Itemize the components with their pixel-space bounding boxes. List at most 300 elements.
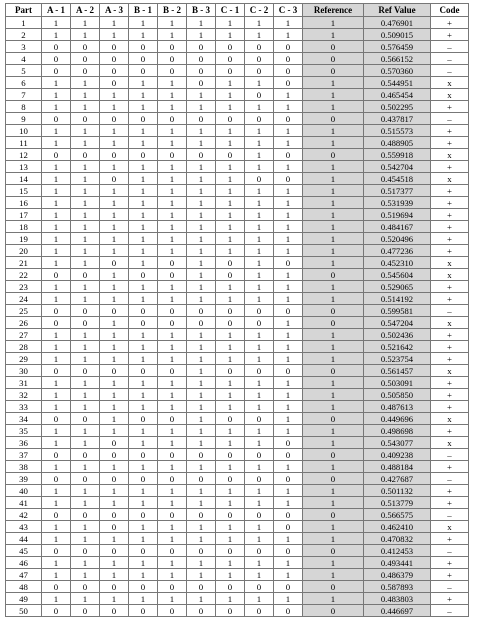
table-cell: 0 (100, 257, 129, 269)
table-cell: x (431, 521, 469, 533)
table-cell: 0 (216, 473, 245, 485)
table-cell: 1 (71, 401, 100, 413)
table-wrapper (5, 3, 469, 617)
table-cell: 1 (100, 101, 129, 113)
table-row (6, 485, 469, 497)
table-cell: 8 (6, 101, 42, 113)
table-cell: 1 (71, 557, 100, 569)
table-cell: 1 (158, 125, 187, 137)
table-cell: 1 (42, 341, 71, 353)
table-cell: 16 (6, 197, 42, 209)
table-cell: 0.412453 (364, 545, 431, 557)
table-cell: 1 (303, 245, 364, 257)
table-cell: – (431, 41, 469, 53)
table-cell: 0 (71, 581, 100, 593)
table-cell: 0.543077 (364, 437, 431, 449)
table-cell: 1 (100, 425, 129, 437)
table-cell: 1 (216, 437, 245, 449)
table-cell: 0 (245, 53, 274, 65)
table-cell: – (431, 305, 469, 317)
table-cell: 0 (129, 413, 158, 425)
table-cell: 1 (129, 77, 158, 89)
table-cell: 1 (216, 101, 245, 113)
table-cell: 0 (187, 149, 216, 161)
table-cell: 1 (187, 341, 216, 353)
table-cell: 1 (129, 233, 158, 245)
table-cell: 1 (42, 89, 71, 101)
table-cell: 0 (303, 413, 364, 425)
table-row (6, 557, 469, 569)
table-cell: 0 (100, 365, 129, 377)
table-cell: 0 (187, 305, 216, 317)
table-cell: 0.427687 (364, 473, 431, 485)
table-cell: 0.519694 (364, 209, 431, 221)
table-cell: 0 (274, 257, 303, 269)
table-cell: 1 (158, 533, 187, 545)
table-cell: 0 (100, 41, 129, 53)
table-cell: 0 (158, 269, 187, 281)
table-cell: 1 (187, 293, 216, 305)
table-cell: 0 (245, 173, 274, 185)
table-cell: 1 (274, 377, 303, 389)
table-row (6, 473, 469, 485)
table-cell: 1 (42, 125, 71, 137)
table-cell: 0.446697 (364, 605, 431, 617)
table-cell: 1 (187, 485, 216, 497)
table-cell: 1 (129, 341, 158, 353)
table-cell: + (431, 161, 469, 173)
table-cell: 0 (245, 581, 274, 593)
table-cell: 0.498698 (364, 425, 431, 437)
table-cell: 1 (158, 557, 187, 569)
table-cell: 1 (187, 521, 216, 533)
table-cell: 1 (158, 221, 187, 233)
table-cell: 1 (187, 233, 216, 245)
table-cell: 1 (42, 29, 71, 41)
table-cell: 1 (158, 281, 187, 293)
table-cell: 1 (274, 497, 303, 509)
table-cell: 0 (245, 65, 274, 77)
table-row (6, 353, 469, 365)
table-cell: 0 (187, 41, 216, 53)
table-row (6, 449, 469, 461)
table-row (6, 221, 469, 233)
table-cell: 0 (274, 545, 303, 557)
table-cell: 1 (100, 353, 129, 365)
table-cell: 0 (42, 41, 71, 53)
table-cell: 1 (216, 293, 245, 305)
table-cell: 1 (42, 77, 71, 89)
table-cell: 1 (100, 281, 129, 293)
table-row (6, 533, 469, 545)
table-cell: 1 (303, 329, 364, 341)
table-cell: x (431, 269, 469, 281)
table-cell: 0 (303, 581, 364, 593)
table-cell: 0 (274, 581, 303, 593)
table-cell: 1 (71, 17, 100, 29)
table-cell: 1 (274, 221, 303, 233)
table-cell: – (431, 509, 469, 521)
table-row (6, 149, 469, 161)
table-cell: 1 (129, 569, 158, 581)
table-cell: 0 (245, 317, 274, 329)
table-cell: 1 (187, 101, 216, 113)
table-cell: 0 (245, 449, 274, 461)
table-cell: 1 (100, 413, 129, 425)
table-cell: 0.561457 (364, 365, 431, 377)
table-cell: 1 (71, 173, 100, 185)
table-cell: 1 (303, 521, 364, 533)
table-cell: 1 (187, 569, 216, 581)
table-cell: 0.477236 (364, 245, 431, 257)
table-cell: 1 (216, 521, 245, 533)
table-cell: 1 (42, 209, 71, 221)
table-cell: 0 (187, 581, 216, 593)
table-cell: 1 (71, 425, 100, 437)
table-cell: 0 (71, 473, 100, 485)
table-cell: 49 (6, 593, 42, 605)
table-cell: 19 (6, 233, 42, 245)
table-cell: 0 (187, 509, 216, 521)
table-cell: 28 (6, 341, 42, 353)
table-cell: 1 (303, 29, 364, 41)
table-cell: 1 (245, 209, 274, 221)
table-cell: 45 (6, 545, 42, 557)
table-cell: 0.502295 (364, 101, 431, 113)
table-cell: 1 (129, 401, 158, 413)
table-cell: 0.599581 (364, 305, 431, 317)
table-cell: 0 (129, 473, 158, 485)
table-cell: 1 (187, 197, 216, 209)
table-cell: 1 (42, 377, 71, 389)
table-cell: 0 (71, 305, 100, 317)
table-cell: 0 (245, 113, 274, 125)
table-cell: 0 (216, 365, 245, 377)
table-row (6, 137, 469, 149)
table-cell: 1 (245, 185, 274, 197)
table-cell: 1 (187, 497, 216, 509)
table-cell: 0 (303, 41, 364, 53)
table-cell: 0 (129, 365, 158, 377)
table-cell: 9 (6, 113, 42, 125)
table-cell: 1 (245, 389, 274, 401)
table-row (6, 497, 469, 509)
table-cell: 1 (129, 521, 158, 533)
table-cell: 1 (187, 29, 216, 41)
table-cell: 1 (42, 281, 71, 293)
table-cell: 1 (245, 245, 274, 257)
table-cell: 0 (71, 113, 100, 125)
table-cell: 1 (100, 497, 129, 509)
table-cell: 1 (158, 569, 187, 581)
table-cell: 0 (158, 581, 187, 593)
table-cell: 0 (303, 65, 364, 77)
table-cell: 1 (245, 341, 274, 353)
table-cell: 1 (158, 593, 187, 605)
table-cell: 39 (6, 473, 42, 485)
table-cell: 1 (303, 161, 364, 173)
table-cell: 1 (71, 497, 100, 509)
table-cell: 0 (158, 149, 187, 161)
table-body (6, 17, 469, 617)
table-cell: 12 (6, 149, 42, 161)
table-cell: 1 (100, 89, 129, 101)
table-cell: 0 (42, 269, 71, 281)
table-cell: 1 (71, 101, 100, 113)
table-cell: 1 (100, 17, 129, 29)
table-cell: 0.488905 (364, 137, 431, 149)
table-cell: 1 (42, 257, 71, 269)
table-cell: 0 (216, 449, 245, 461)
table-cell: 1 (187, 401, 216, 413)
table-cell: 1 (216, 329, 245, 341)
table-cell: 1 (42, 389, 71, 401)
table-cell: 0.483803 (364, 593, 431, 605)
table-cell: 1 (187, 377, 216, 389)
table-cell: 1 (187, 353, 216, 365)
table-cell: 1 (71, 89, 100, 101)
table-cell: 0 (71, 449, 100, 461)
table-cell: 0 (71, 65, 100, 77)
table-cell: x (431, 365, 469, 377)
table-cell: + (431, 389, 469, 401)
table-cell: 1 (187, 281, 216, 293)
table-cell: 0 (129, 149, 158, 161)
table-row (6, 593, 469, 605)
table-cell: 0.521642 (364, 341, 431, 353)
table-cell: 1 (216, 17, 245, 29)
table-cell: 0.576459 (364, 41, 431, 53)
table-cell: 0 (158, 449, 187, 461)
table-cell: 1 (100, 329, 129, 341)
table-cell: 0 (42, 113, 71, 125)
table-cell: + (431, 197, 469, 209)
table-cell: 1 (187, 17, 216, 29)
column-header: C - 3 (274, 4, 303, 17)
table-cell: 1 (158, 329, 187, 341)
table-cell: 0 (274, 53, 303, 65)
table-cell: 1 (303, 233, 364, 245)
table-cell: 1 (71, 329, 100, 341)
table-cell: 0 (129, 269, 158, 281)
table-cell: 1 (129, 389, 158, 401)
table-cell: 0 (158, 65, 187, 77)
table-cell: 1 (129, 17, 158, 29)
table-cell: 0 (216, 149, 245, 161)
table-cell: 1 (216, 341, 245, 353)
table-cell: 1 (274, 293, 303, 305)
table-cell: 0 (71, 317, 100, 329)
table-cell: 1 (100, 209, 129, 221)
table-cell: 0 (100, 521, 129, 533)
table-row (6, 329, 469, 341)
table-cell: 0 (158, 305, 187, 317)
table-cell: 0 (216, 305, 245, 317)
table-cell: 1 (71, 245, 100, 257)
table-cell: 1 (274, 485, 303, 497)
table-row (6, 413, 469, 425)
table-cell: – (431, 605, 469, 617)
column-header: Part (6, 4, 42, 17)
table-cell: + (431, 557, 469, 569)
table-cell: 1 (245, 485, 274, 497)
table-cell: 1 (303, 437, 364, 449)
table-cell: 0 (274, 65, 303, 77)
table-cell: 1 (245, 521, 274, 533)
table-cell: 1 (129, 533, 158, 545)
table-cell: 1 (216, 77, 245, 89)
table-cell: 0 (245, 473, 274, 485)
table-cell: 1 (42, 569, 71, 581)
table-cell: 0 (71, 41, 100, 53)
table-cell: 0 (245, 605, 274, 617)
table-cell: 0.437817 (364, 113, 431, 125)
table-cell: 1 (274, 317, 303, 329)
table-row (6, 377, 469, 389)
table-cell: 1 (274, 89, 303, 101)
table-row (6, 269, 469, 281)
table-cell: 1 (158, 29, 187, 41)
table-cell: 0 (216, 545, 245, 557)
table-cell: 1 (129, 245, 158, 257)
table-cell: 0.520496 (364, 233, 431, 245)
table-cell: 1 (71, 233, 100, 245)
table-cell: 1 (303, 125, 364, 137)
table-cell: 1 (303, 137, 364, 149)
table-cell: 1 (187, 461, 216, 473)
table-cell: 0.476901 (364, 17, 431, 29)
table-cell: 1 (158, 137, 187, 149)
table-cell: 1 (71, 209, 100, 221)
table-cell: 1 (100, 569, 129, 581)
table-cell: 0 (71, 545, 100, 557)
table-cell: 0 (187, 317, 216, 329)
table-cell: 1 (274, 413, 303, 425)
table-cell: 1 (187, 257, 216, 269)
table-cell: 1 (100, 389, 129, 401)
table-cell: 1 (274, 401, 303, 413)
table-cell: 18 (6, 221, 42, 233)
table-cell: 0 (274, 605, 303, 617)
table-cell: 1 (158, 461, 187, 473)
table-cell: + (431, 425, 469, 437)
table-cell: 1 (129, 437, 158, 449)
table-cell: – (431, 53, 469, 65)
table-cell: 1 (274, 461, 303, 473)
table-cell: 0 (158, 545, 187, 557)
table-cell: 0 (303, 53, 364, 65)
table-cell: 0 (158, 41, 187, 53)
table-cell: 1 (42, 161, 71, 173)
table-cell: 1 (129, 185, 158, 197)
table-cell: 1 (216, 533, 245, 545)
table-cell: x (431, 89, 469, 101)
table-cell: 1 (158, 377, 187, 389)
table-cell: 1 (187, 89, 216, 101)
table-cell: + (431, 293, 469, 305)
table-cell: 1 (245, 221, 274, 233)
table-cell: 1 (129, 557, 158, 569)
table-cell: 1 (303, 101, 364, 113)
table-cell: 1 (100, 233, 129, 245)
table-cell: 0.484167 (364, 221, 431, 233)
table-cell: 0 (303, 605, 364, 617)
table-cell: 0.570360 (364, 65, 431, 77)
table-cell: 1 (100, 197, 129, 209)
table-cell: 1 (42, 401, 71, 413)
table-cell: 1 (303, 593, 364, 605)
table-cell: x (431, 149, 469, 161)
table-cell: 1 (274, 353, 303, 365)
table-row (6, 233, 469, 245)
table-cell: 5 (6, 65, 42, 77)
table-cell: 0.505850 (364, 389, 431, 401)
table-cell: 1 (71, 377, 100, 389)
table-cell: 0 (129, 113, 158, 125)
table-cell: 0 (129, 509, 158, 521)
table-cell: 0 (187, 545, 216, 557)
table-row (6, 113, 469, 125)
table-cell: 1 (42, 137, 71, 149)
table-cell: 0 (216, 257, 245, 269)
table-cell: 1 (100, 317, 129, 329)
table-cell: 48 (6, 581, 42, 593)
table-cell: 1 (158, 161, 187, 173)
table-cell: 1 (216, 209, 245, 221)
table-cell: 1 (100, 137, 129, 149)
table-cell: 34 (6, 413, 42, 425)
table-cell: 1 (129, 137, 158, 149)
table-cell: 1 (303, 89, 364, 101)
table-cell: 46 (6, 557, 42, 569)
table-cell: 1 (100, 269, 129, 281)
table-cell: 1 (129, 197, 158, 209)
table-cell: 1 (42, 593, 71, 605)
table-cell: 1 (274, 341, 303, 353)
table-cell: 0 (216, 41, 245, 53)
table-cell: 0 (274, 437, 303, 449)
table-cell: 0.470832 (364, 533, 431, 545)
table-cell: 1 (129, 161, 158, 173)
table-cell: 1 (71, 257, 100, 269)
table-cell: 1 (158, 89, 187, 101)
table-cell: 1 (245, 557, 274, 569)
table-cell: 1 (187, 437, 216, 449)
table-cell: 0 (42, 413, 71, 425)
table-cell: 1 (129, 461, 158, 473)
table-cell: 1 (71, 437, 100, 449)
table-cell: 1 (216, 125, 245, 137)
table-cell: 0 (187, 77, 216, 89)
table-row (6, 305, 469, 317)
table-cell: 0 (42, 305, 71, 317)
table-cell: 13 (6, 161, 42, 173)
table-cell: 0 (274, 41, 303, 53)
table-cell: 1 (216, 173, 245, 185)
column-header: C - 2 (245, 4, 274, 17)
table-cell: 38 (6, 461, 42, 473)
table-cell: 0.566152 (364, 53, 431, 65)
table-row (6, 53, 469, 65)
table-cell: 1 (245, 425, 274, 437)
table-cell: 1 (71, 341, 100, 353)
table-cell: 1 (71, 353, 100, 365)
table-cell: 1 (216, 197, 245, 209)
table-cell: 0 (42, 65, 71, 77)
table-cell: 1 (303, 461, 364, 473)
table-cell: 1 (187, 533, 216, 545)
table-cell: 0.465454 (364, 89, 431, 101)
